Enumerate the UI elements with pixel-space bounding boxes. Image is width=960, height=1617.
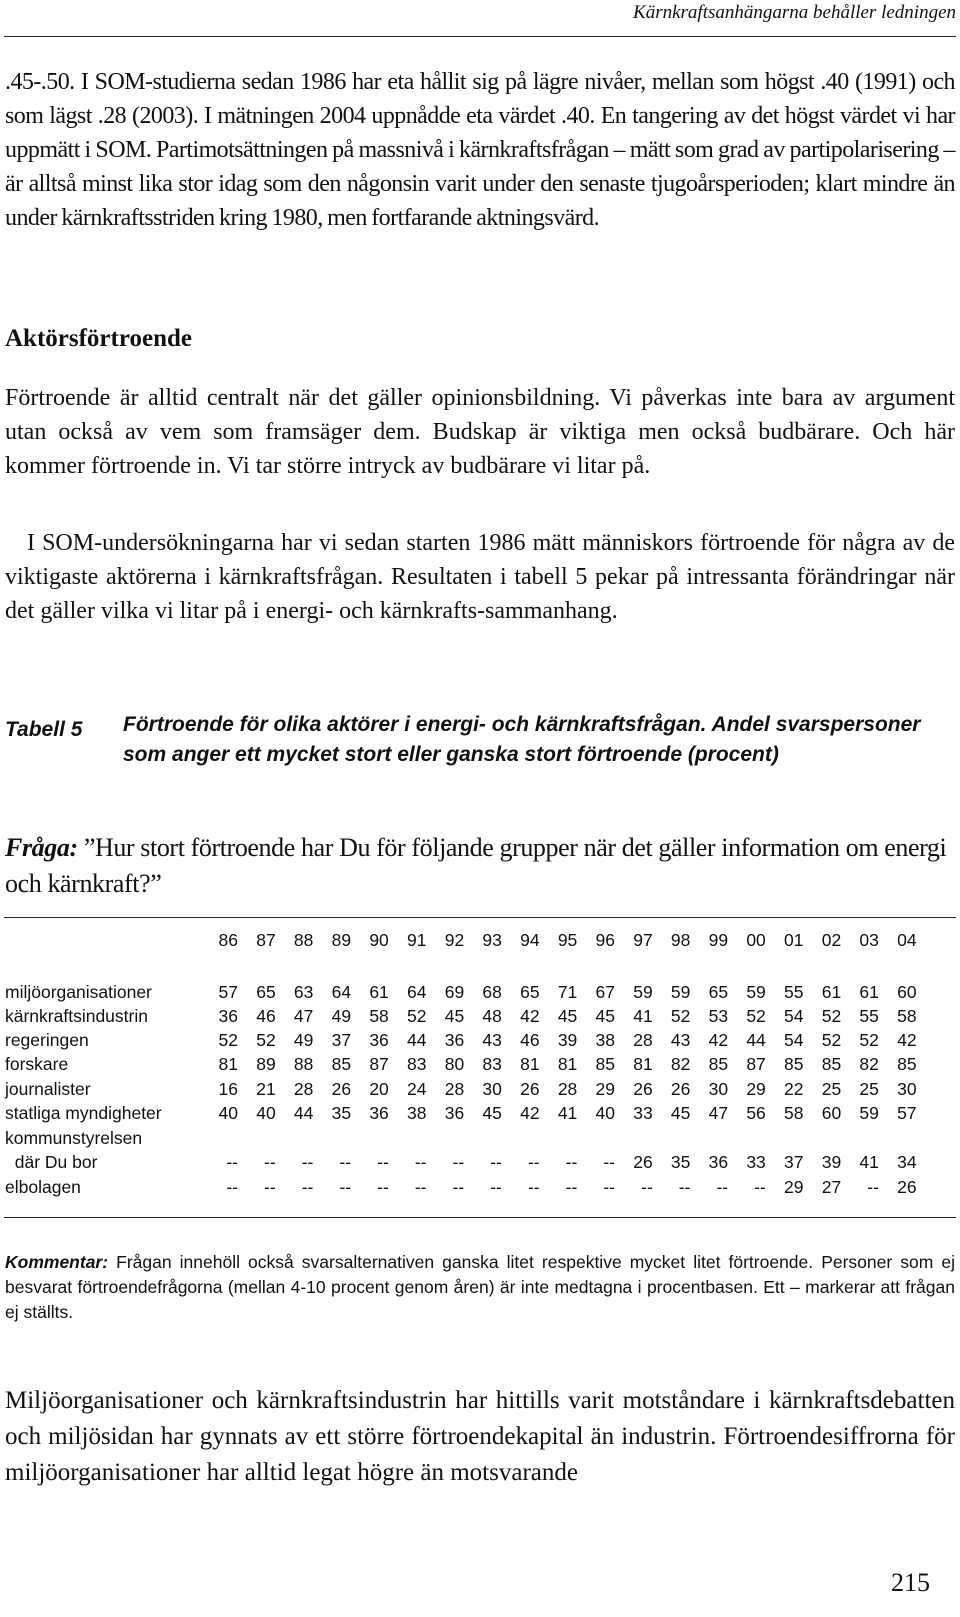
table-cell: 33 bbox=[633, 1103, 653, 1123]
table-cell: 56 bbox=[746, 1103, 766, 1123]
table-cell: 52 bbox=[670, 1006, 691, 1026]
table-cell: 45 bbox=[557, 1006, 578, 1026]
table-cell: 81 bbox=[633, 1054, 653, 1074]
table-cell: 52 bbox=[859, 1030, 879, 1050]
row-label: regeringen bbox=[5, 1030, 89, 1050]
table-cell: 55 bbox=[784, 982, 804, 1002]
table-cell: 38 bbox=[595, 1030, 615, 1050]
table-cell: 80 bbox=[444, 1054, 465, 1074]
table-cell: 43 bbox=[670, 1030, 691, 1050]
table-cell: 87 bbox=[746, 1054, 766, 1074]
table-cell: 26 bbox=[897, 1177, 917, 1197]
table-cell: 45 bbox=[482, 1103, 502, 1123]
table-cell: -- bbox=[565, 1152, 578, 1172]
table-cell: 59 bbox=[670, 982, 691, 1002]
row-label: elbolagen bbox=[5, 1177, 81, 1197]
table-cell: 47 bbox=[293, 1006, 314, 1026]
year-header: 91 bbox=[407, 930, 427, 950]
table-cell: 49 bbox=[293, 1030, 314, 1050]
table-cell: 40 bbox=[595, 1103, 615, 1123]
year-header: 99 bbox=[708, 930, 729, 950]
year-header: 87 bbox=[256, 930, 276, 950]
table-cell: 28 bbox=[444, 1079, 465, 1099]
table-cell: 29 bbox=[784, 1177, 804, 1197]
year-header: 86 bbox=[218, 930, 238, 950]
table-cell: 54 bbox=[784, 1006, 804, 1026]
table-cell: -- bbox=[339, 1177, 352, 1197]
row-label: journalister bbox=[5, 1079, 91, 1099]
table-cell: 61 bbox=[821, 982, 842, 1002]
table-cell: -- bbox=[414, 1177, 427, 1197]
table-cell: -- bbox=[301, 1177, 314, 1197]
table-cell: 61 bbox=[859, 982, 879, 1002]
table-cell: -- bbox=[603, 1177, 615, 1197]
table-cell: 35 bbox=[670, 1152, 691, 1172]
paragraph-1: .45-.50. I SOM-studierna sedan 1986 har eta hållit sig på lägre nivåer, mellan som högst .40 (1991) och som lägst .28 (2003). I mätningen 2004 uppnådde eta värdet .40. En tangering av det högst värdet vi har uppmätt i SOM. Partimotsättningen på massnivå i kärnkraftsfrågan – mätt som grad av partipolarisering – är alltså minst lika stor idag som den någonsin varit under den senaste tjugoårsperioden; klart mindre än under kärnkraftsstriden kring 1980, men fortfarande aktningsvärd. bbox=[5, 69, 955, 231]
year-header: 96 bbox=[595, 930, 615, 950]
table-cell: 39 bbox=[557, 1030, 578, 1050]
table-cell: -- bbox=[641, 1177, 653, 1197]
table-cell: 34 bbox=[897, 1152, 917, 1172]
table-cell: 46 bbox=[520, 1030, 540, 1050]
year-header: 98 bbox=[670, 930, 691, 950]
table-cell: -- bbox=[490, 1177, 502, 1197]
row-label: miljöorganisationer bbox=[5, 982, 152, 1002]
table-cell: 46 bbox=[256, 1006, 276, 1026]
table-cell: 35 bbox=[331, 1103, 352, 1123]
table-cell: 85 bbox=[595, 1054, 615, 1074]
year-header: 92 bbox=[444, 930, 465, 950]
table-cell: 36 bbox=[218, 1006, 238, 1026]
table-cell: 40 bbox=[256, 1103, 276, 1123]
table-cell: 41 bbox=[859, 1152, 879, 1172]
question-text: ”Hur stort förtroende har Du för följande grupper när det gäller information om energi och kärnkraft?” bbox=[5, 833, 947, 898]
table-cell: 22 bbox=[784, 1079, 804, 1099]
table-cell: 59 bbox=[633, 982, 653, 1002]
table-cell: 55 bbox=[859, 1006, 879, 1026]
table-cell: 81 bbox=[557, 1054, 578, 1074]
table-top-rule bbox=[4, 917, 956, 918]
table-cell: 85 bbox=[708, 1054, 729, 1074]
row-label: forskare bbox=[5, 1054, 69, 1074]
table-cell: -- bbox=[226, 1152, 238, 1172]
table-cell: -- bbox=[339, 1152, 352, 1172]
table-cell: 30 bbox=[897, 1079, 917, 1099]
row-label: där Du bor bbox=[5, 1152, 98, 1172]
table-cell: -- bbox=[377, 1177, 389, 1197]
table-cell: 30 bbox=[708, 1079, 729, 1099]
table-cell: 28 bbox=[557, 1079, 578, 1099]
table-cell: 85 bbox=[784, 1054, 804, 1074]
table-cell: 42 bbox=[897, 1030, 917, 1050]
table-cell: 29 bbox=[746, 1079, 766, 1099]
table-cell: 53 bbox=[708, 1006, 729, 1026]
table-cell: -- bbox=[490, 1152, 502, 1172]
table-cell: 41 bbox=[557, 1103, 578, 1123]
table-cell: 87 bbox=[369, 1054, 389, 1074]
table-cell: 60 bbox=[821, 1103, 842, 1123]
year-header: 93 bbox=[482, 930, 502, 950]
table-cell: 52 bbox=[256, 1030, 276, 1050]
table-cell: 42 bbox=[520, 1006, 540, 1026]
table-cell: 68 bbox=[482, 982, 502, 1002]
year-header: 94 bbox=[520, 930, 540, 950]
table-cell: 83 bbox=[407, 1054, 427, 1074]
table-cell: 82 bbox=[859, 1054, 879, 1074]
table-cell: 64 bbox=[407, 982, 427, 1002]
year-header: 00 bbox=[746, 930, 766, 950]
table-cell: 40 bbox=[218, 1103, 238, 1123]
table-cell: 64 bbox=[331, 982, 352, 1002]
table-cell: 71 bbox=[557, 982, 578, 1002]
table-cell: 89 bbox=[256, 1054, 276, 1074]
table-cell: 58 bbox=[897, 1006, 917, 1026]
comment-text: Frågan innehöll också svarsalternativen ganska litet respektive mycket litet förtroende. Personer som ej besvarat förtroendefrågorna (mellan 4-10 procent genom åren) är inte medtagna i procentbasen. Ett – markerar att frågan ej ställts. bbox=[5, 1252, 955, 1322]
table-cell: 28 bbox=[293, 1079, 314, 1099]
table-cell: 36 bbox=[444, 1030, 465, 1050]
table-cell: -- bbox=[716, 1177, 729, 1197]
table-cell: 52 bbox=[218, 1030, 238, 1050]
year-header: 90 bbox=[369, 930, 389, 950]
table-cell: 85 bbox=[821, 1054, 842, 1074]
table-cell: 37 bbox=[784, 1152, 804, 1172]
table-cell: 67 bbox=[595, 982, 615, 1002]
table-cell: 57 bbox=[897, 1103, 917, 1123]
table-cell: 65 bbox=[520, 982, 540, 1002]
table-cell: -- bbox=[565, 1177, 578, 1197]
table-cell: 83 bbox=[482, 1054, 502, 1074]
section-heading: Aktörsförtroende bbox=[5, 325, 192, 352]
table-cell: 81 bbox=[520, 1054, 540, 1074]
table-cell: 85 bbox=[897, 1054, 917, 1074]
table-cell: -- bbox=[301, 1152, 314, 1172]
table-cell: 16 bbox=[218, 1079, 238, 1099]
header-rule bbox=[4, 36, 956, 37]
paragraph-3: I SOM-undersökningarna har vi sedan starten 1986 mätt människors förtroende för några av de viktigaste aktörerna i kärnkraftsfrågan. Resultaten i tabell 5 pekar på intressanta förändringar när det gäller vilka vi litar på i energi- och kärnkrafts-sammanhang. bbox=[5, 530, 955, 624]
table-cell: 58 bbox=[784, 1103, 804, 1123]
table-cell: -- bbox=[452, 1177, 465, 1197]
running-head: Kärnkraftsanhängarna behåller ledningen bbox=[633, 2, 956, 23]
table-cell: 52 bbox=[407, 1006, 427, 1026]
table-cell: 20 bbox=[369, 1079, 389, 1099]
comment-label: Kommentar: bbox=[5, 1252, 109, 1272]
row-label: kärnkraftsindustrin bbox=[5, 1006, 148, 1026]
paragraph-4: Miljöorganisationer och kärnkraftsindustrin har hittills varit motståndare i kärnkraftsdebatten och miljösidan har gynnats av ett större förtroendekapital än industrin. Förtroendesiffrorna för miljöorganisationer har alltid legat högre än motsvarande bbox=[5, 1387, 955, 1486]
table-cell: 61 bbox=[369, 982, 389, 1002]
table-cell: 36 bbox=[708, 1152, 729, 1172]
table-cell: 25 bbox=[859, 1079, 879, 1099]
table-cell: 88 bbox=[293, 1054, 314, 1074]
table-cell: 81 bbox=[218, 1054, 238, 1074]
table-cell: 36 bbox=[369, 1030, 389, 1050]
data-table bbox=[5, 928, 955, 1208]
year-header: 01 bbox=[784, 930, 804, 950]
table-cell: 29 bbox=[595, 1079, 615, 1099]
table-cell: 36 bbox=[369, 1103, 389, 1123]
page-number: 215 bbox=[891, 1568, 930, 1597]
table-cell: 43 bbox=[482, 1030, 502, 1050]
table-cell: 36 bbox=[444, 1103, 465, 1123]
table-cell: 24 bbox=[407, 1079, 427, 1099]
table-title: Förtroende för olika aktörer i energi- och kärnkraftsfrågan. Andel svarspersoner som anger ett mycket stort eller ganska stort förtroende (procent) bbox=[123, 713, 921, 766]
table-cell: 41 bbox=[633, 1006, 653, 1026]
table-cell: -- bbox=[527, 1177, 540, 1197]
table-cell: 57 bbox=[218, 982, 238, 1002]
table-cell: 59 bbox=[746, 982, 766, 1002]
table-cell: 25 bbox=[821, 1079, 842, 1099]
table-cell: 44 bbox=[407, 1030, 427, 1050]
table-cell: 52 bbox=[746, 1006, 766, 1026]
table-cell: 37 bbox=[331, 1030, 352, 1050]
table-cell: 33 bbox=[746, 1152, 766, 1172]
table-cell: -- bbox=[754, 1177, 766, 1197]
table-cell: 21 bbox=[256, 1079, 276, 1099]
table-cell: 30 bbox=[482, 1079, 502, 1099]
table-cell: -- bbox=[867, 1177, 879, 1197]
table-cell: 45 bbox=[595, 1006, 615, 1026]
row-label: statliga myndigheter bbox=[5, 1103, 162, 1123]
year-header: 03 bbox=[859, 930, 879, 950]
table-cell: 26 bbox=[520, 1079, 540, 1099]
table-cell: 54 bbox=[784, 1030, 804, 1050]
table-cell: 26 bbox=[670, 1079, 691, 1099]
table-cell: 63 bbox=[293, 982, 314, 1002]
table-cell: -- bbox=[264, 1152, 276, 1172]
table-cell: 42 bbox=[708, 1030, 729, 1050]
year-header: 88 bbox=[293, 930, 314, 950]
table-cell: 39 bbox=[821, 1152, 842, 1172]
table-cell: 52 bbox=[821, 1030, 842, 1050]
table-cell: -- bbox=[377, 1152, 389, 1172]
table-cell: -- bbox=[226, 1177, 238, 1197]
table-cell: 58 bbox=[369, 1006, 389, 1026]
table-cell: 59 bbox=[859, 1103, 879, 1123]
table-cell: 60 bbox=[897, 982, 917, 1002]
year-header: 04 bbox=[897, 930, 917, 950]
table-cell: 28 bbox=[633, 1030, 653, 1050]
table-cell: 49 bbox=[331, 1006, 352, 1026]
table-cell: 44 bbox=[746, 1030, 766, 1050]
table-cell: 26 bbox=[331, 1079, 352, 1099]
table-cell: 48 bbox=[482, 1006, 502, 1026]
table-comment bbox=[5, 1250, 955, 1325]
table-cell: 44 bbox=[293, 1103, 314, 1123]
table-cell: 65 bbox=[708, 982, 729, 1002]
table-cell: 82 bbox=[670, 1054, 691, 1074]
table-cell: 69 bbox=[444, 982, 465, 1002]
table-cell: -- bbox=[527, 1152, 540, 1172]
table-bottom-rule bbox=[4, 1217, 956, 1218]
table-cell: 26 bbox=[633, 1079, 653, 1099]
table-cell: 42 bbox=[520, 1103, 540, 1123]
table-cell: -- bbox=[603, 1152, 615, 1172]
table-cell: -- bbox=[678, 1177, 691, 1197]
row-label: kommunstyrelsen bbox=[5, 1128, 143, 1148]
table-cell: 47 bbox=[708, 1103, 729, 1123]
year-header: 89 bbox=[331, 930, 352, 950]
table-cell: -- bbox=[452, 1152, 465, 1172]
table-cell: 38 bbox=[407, 1103, 427, 1123]
table-cell: 45 bbox=[670, 1103, 691, 1123]
table-cell: 85 bbox=[331, 1054, 352, 1074]
table-cell: 65 bbox=[256, 982, 276, 1002]
table-cell: 52 bbox=[821, 1006, 842, 1026]
question-label: Fråga: bbox=[5, 833, 78, 862]
table-cell: -- bbox=[414, 1152, 427, 1172]
year-header: 95 bbox=[557, 930, 578, 950]
table-cell: 45 bbox=[444, 1006, 465, 1026]
paragraph-2: Förtroende är alltid centralt när det gäller opinionsbildning. Vi påverkas inte bara av argument utan också av vem som framsäger dem. Budskap är viktiga men också budbärare. Och här kommer förtroende in. Vi tar större intryck av budbärare vi litar på. bbox=[5, 385, 955, 479]
table-cell: 26 bbox=[633, 1152, 653, 1172]
year-header: 97 bbox=[633, 930, 653, 950]
table-question bbox=[5, 830, 955, 902]
table-cell: 27 bbox=[821, 1177, 842, 1197]
table-label: Tabell 5 bbox=[5, 718, 83, 741]
table-cell: -- bbox=[264, 1177, 276, 1197]
year-header: 02 bbox=[821, 930, 842, 950]
